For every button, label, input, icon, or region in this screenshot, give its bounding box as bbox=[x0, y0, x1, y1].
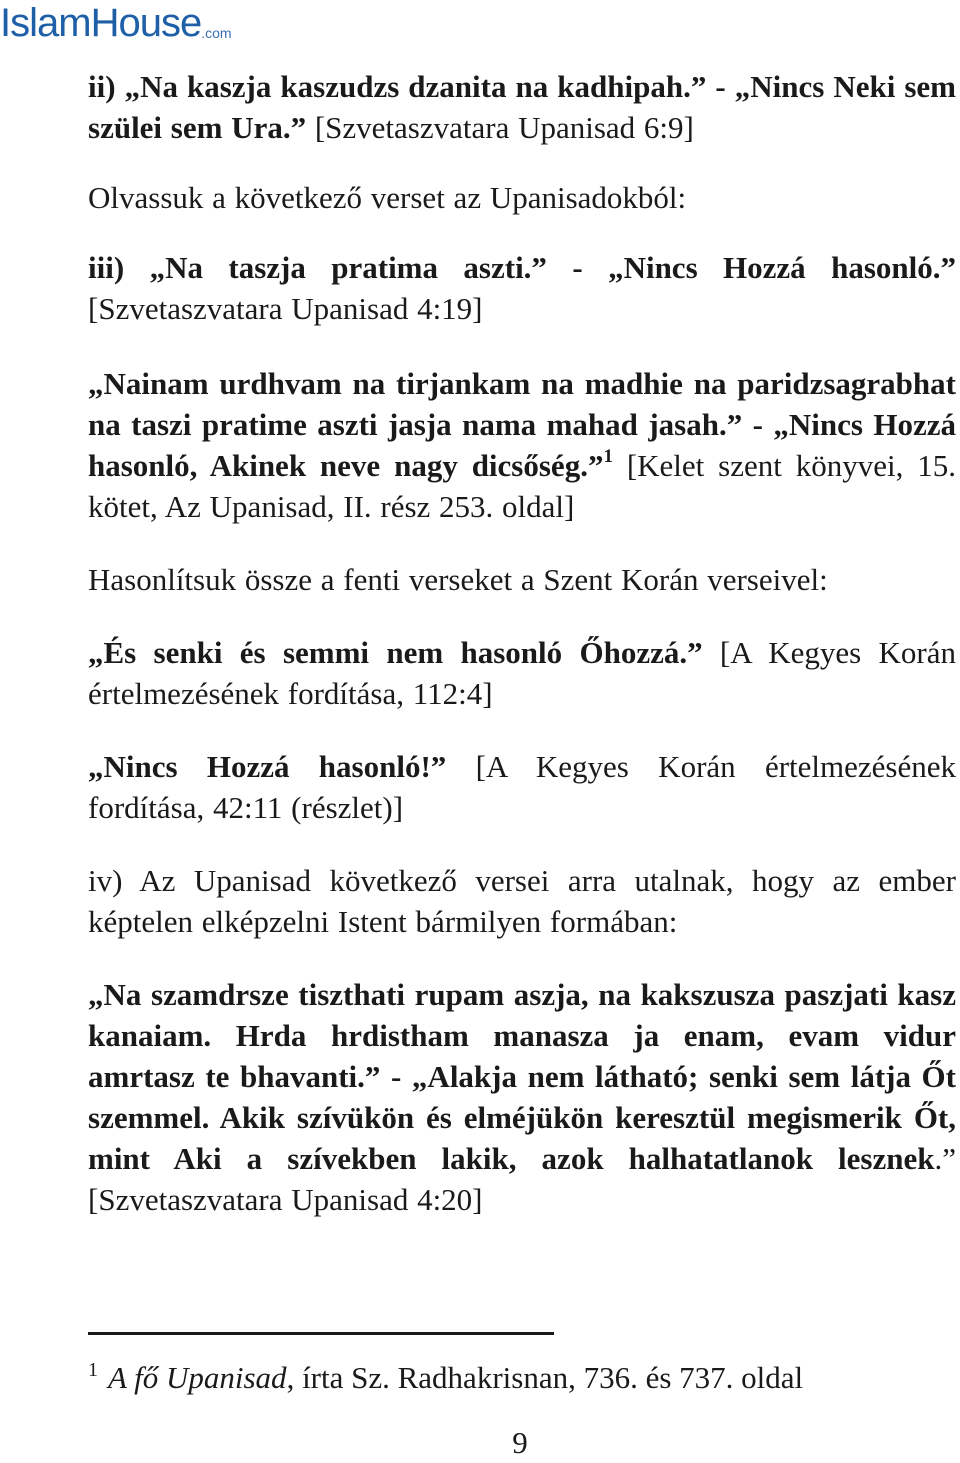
reference-iii: [Szvetaszvatara Upanisad 4:19] bbox=[88, 291, 483, 326]
footnote bbox=[88, 1350, 948, 1398]
footnote-text: , írta Sz. Radhakrisnan, 736. és 737. oldal bbox=[286, 1360, 804, 1395]
paragraph-quran-42 bbox=[88, 746, 956, 828]
reference-quran-112: [A Kegyes Korán értelmezésének fordítása, 112:4] bbox=[88, 635, 956, 711]
reference-quran-42: [A Kegyes Korán értelmezésének fordítása, 42:11 (részlet)] bbox=[88, 749, 956, 825]
paragraph-ii bbox=[88, 66, 956, 148]
verse-nainam: „Nainam urdhvam na tirjankam na madhie na paridzsagrabhat na taszi pratime aszti jasja nama mahad jasah.” - „Nincs Hozzá hasonló, Akinek neve nagy dicsőség.” bbox=[88, 366, 956, 483]
reference-nainam: [Kelet szent könyvei, 15. kötet, Az Upanisad, II. rész 253. oldal] bbox=[88, 448, 956, 524]
page-number: 9 bbox=[512, 1425, 528, 1460]
paragraph-nainam bbox=[88, 363, 956, 527]
logo-domain-suffix: .com bbox=[201, 25, 232, 41]
logo-wordmark: IslamHouse bbox=[0, 1, 202, 45]
paragraph-quran-112 bbox=[88, 632, 956, 714]
reference-na-szamdrsze: .” [Szvetaszvatara Upanisad 4:20] bbox=[88, 1141, 956, 1217]
paragraph-iv: iv) Az Upanisad következő versei arra utalnak, hogy az ember képtelen elképzelni Istent bármilyen formában: bbox=[88, 863, 956, 939]
islamhouse-logo bbox=[0, 0, 232, 46]
footnote-divider bbox=[88, 1332, 554, 1335]
paragraph-compare: Hasonlítsuk össze a fenti verseket a Szent Korán verseivel: bbox=[88, 562, 828, 597]
reference-ii: [Szvetaszvatara Upanisad 6:9] bbox=[306, 110, 694, 145]
footnote-book-title: A fő Upanisad bbox=[108, 1360, 287, 1395]
verse-quran-42: „Nincs Hozzá hasonló!” bbox=[88, 749, 447, 784]
verse-na-szamdrsze: „Na szamdrsze tiszthati rupam aszja, na kakszusza paszjati kasz kanaiam. Hrda hrdistham manasza ja enam, evam vidur amrtasz te bhavanti.” - „Alakja nem látható; senki sem látja Őt szemmel. Akik szívükön és elméjükön keresztül megismerik Őt, mint Aki a szívekben lakik, azok halhatatlanok lesznek bbox=[88, 977, 956, 1176]
footnote-marker: 1 bbox=[603, 446, 613, 467]
verse-iii: iii) „Na taszja pratima aszti.” - „Nincs Hozzá hasonló.” bbox=[88, 250, 956, 285]
verse-ii: ii) „Na kaszja kaszudzs dzanita na kadhipah.” - „Nincs Neki sem szülei sem Ura.” bbox=[88, 69, 956, 145]
paragraph-intro: Olvassuk a következő verset az Upanisadokból: bbox=[88, 180, 687, 215]
paragraph-iii bbox=[88, 247, 956, 329]
footnote-number: 1 bbox=[88, 1359, 98, 1381]
page-body bbox=[88, 66, 956, 1220]
verse-quran-112: „És senki és semmi nem hasonló Őhozzá.” bbox=[88, 635, 703, 670]
paragraph-na-szamdrsze bbox=[88, 974, 956, 1220]
